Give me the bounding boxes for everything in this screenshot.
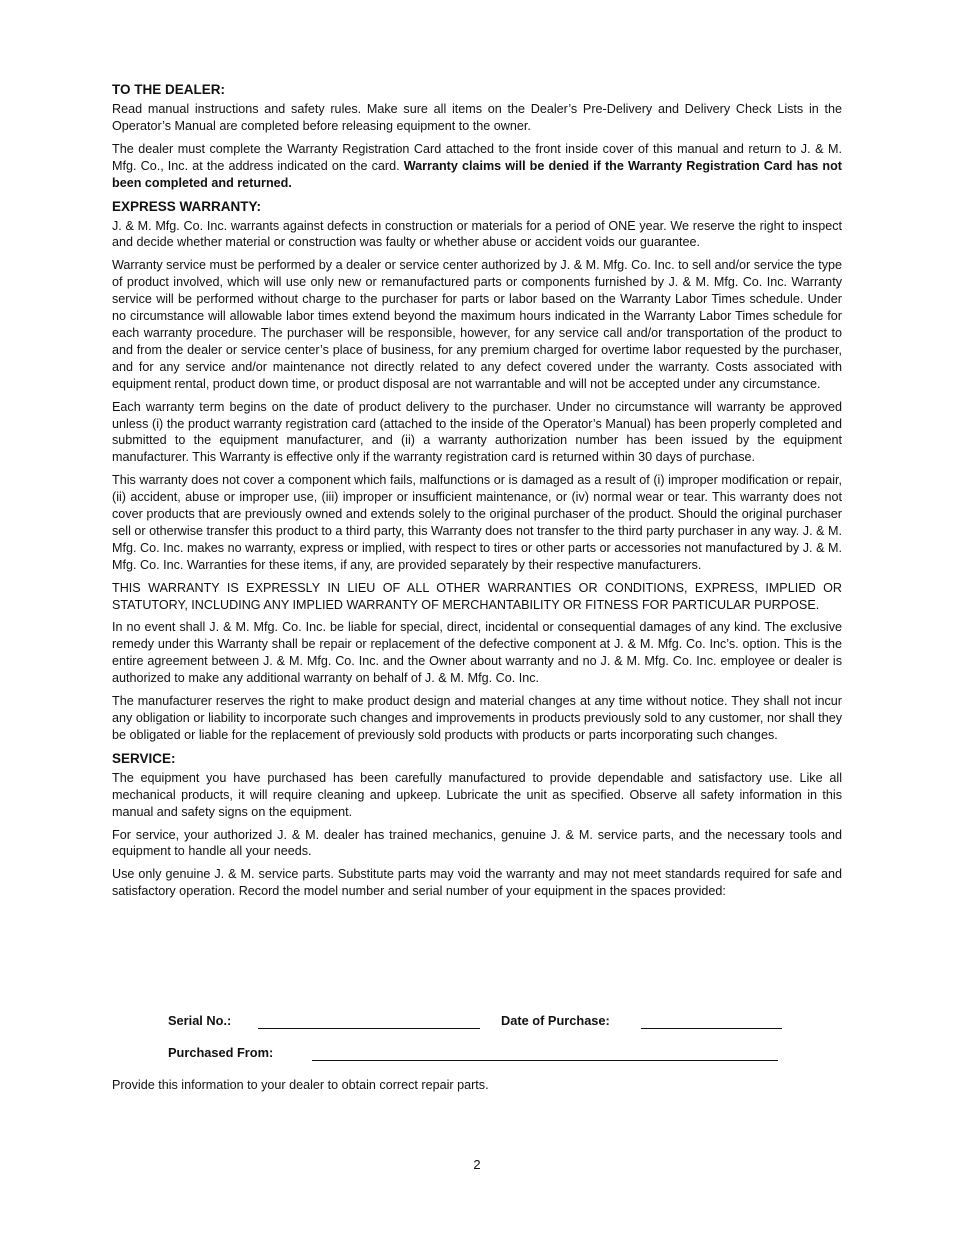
warranty-paragraph-5: THIS WARRANTY IS EXPRESSLY IN LIEU OF ALL OTHER WARRANTIES OR CONDITIONS, EXPRESS, IMPLIED OR STATUTORY, INCLUDING ANY IMPLIED WARRANTY OF MERCHANTABILITY OR FITNESS FOR PARTICULAR PURPOSE.: [112, 580, 842, 612]
dealer-paragraph-2-bold: Warranty claims will be denied if the Warranty Registration Card has not been completed and returned.: [112, 158, 842, 190]
dealer-paragraph-1: Read manual instructions and safety rules. Make sure all items on the Dealer’s Pre-Delivery and Delivery Check Lists in the Operator’s Manual are completed before releasing equipment to the owner.: [112, 102, 842, 133]
serial-field[interactable]: [258, 1028, 480, 1029]
date-of-purchase-label: Date of Purchase:: [501, 1013, 610, 1028]
purchased-from-field[interactable]: [312, 1060, 778, 1061]
dealer-paragraph-2: [112, 141, 842, 192]
warranty-heading: EXPRESS WARRANTY:: [112, 198, 262, 214]
warranty-section: [112, 198, 842, 744]
warranty-paragraph-2: Warranty service must be performed by a dealer or service center authorized by J. & M. Mfg. Co. Inc. to sell and/or service the type of product involved, which will use only new or remanufactured parts or components furnished by J. & M. Mfg. Co. Inc. Warranty service will be performed without charge to the purchaser for parts or labor based on the Warranty Labor Times schedule. Under no circumstance will allowable labor times extend beyond the maximum hours indicated in the Warranty Labor Times schedule for each warranty procedure. The purchaser will be responsible, however, for any service call and/or transportation of the product to and from the dealer or service center’s place of business, for any premium charged for overtime labor requested by the purchaser, and for any service and/or maintenance not directly related to any defect covered under the warranty. Costs associated with equipment rental, product down time, or product disposal are not warrantable and will not be accepted under any circumstance.: [112, 258, 842, 391]
warranty-paragraph-3: Each warranty term begins on the date of product delivery to the purchaser. Under no circumstance will warranty be approved unless (i) the product warranty registration card (attached to the inside of the Operator’s Manual) has been properly completed and submitted to the equipment manufacturer, and (ii) a warranty authorization number has been issued by the equipment manufacturer. This Warranty is effective only if the warranty registration card is returned within 30 days of purchase.: [112, 399, 842, 465]
warranty-paragraph-7: The manufacturer reserves the right to make product design and material changes at any time without notice. They shall not incur any obligation or liability to incorporate such changes and improvements in products previously sold to any customer, nor shall they be obligated or liable for the replacement of previously sold products with products or parts incorporating such changes.: [112, 694, 842, 742]
dealer-section: [112, 81, 842, 192]
footer-note: Provide this information to your dealer to obtain correct repair parts.: [112, 1078, 489, 1092]
page-number: 2: [473, 1157, 481, 1172]
warranty-paragraph-4: This warranty does not cover a component which fails, malfunctions or is damaged as a result of (i) improper modification or repair, (ii) accident, abuse or improper use, (iii) improper or insufficient maintenance, or (iv) normal wear or tear. This warranty does not cover products that are previously owned and extends solely to the original purchaser of the product. Should the original purchaser sell or otherwise transfer this product to a third party, this Warranty does not transfer to the third party purchaser in any way. J. & M. Mfg. Co. Inc. makes no warranty, express or implied, with respect to tires or other parts or accessories not manufactured by J. & M. Mfg. Co. Inc. Warranties for these items, if any, are provided separately by their respective manufacturers.: [112, 473, 842, 572]
service-section: [112, 750, 842, 900]
service-heading: SERVICE:: [112, 750, 176, 766]
service-paragraph-1: The equipment you have purchased has been carefully manufactured to provide dependable and satisfactory use. Like all mechanical products, it will require cleaning and upkeep. Lubricate the unit as specified. Observe all safety information in this manual and safety signs on the equipment.: [112, 770, 842, 819]
service-paragraph-3: Use only genuine J. & M. service parts. Substitute parts may void the warranty and may not meet standards required for safe and satisfactory operation. Record the model number and serial number of your equipment in the spaces provided:: [112, 867, 842, 899]
dealer-heading: TO THE DEALER:: [112, 82, 226, 97]
purchased-from-label: Purchased From:: [168, 1045, 274, 1060]
date-of-purchase-field[interactable]: [641, 1028, 782, 1029]
warranty-paragraph-6: In no event shall J. & M. Mfg. Co. Inc. be liable for special, direct, incidental or consequential damages of any kind. The exclusive remedy under this Warranty shall be repair or replacement of the defective component at J. & M. Mfg. Co. Inc’s. option. This is the entire agreement between J. & M. Mfg. Co. Inc. and the Owner about warranty and no J. & M. Mfg. Co. Inc. employee or dealer is authorized to make any additional warranty on behalf of J. & M. Mfg. Co. Inc.: [112, 620, 842, 686]
page-content: [112, 81, 842, 906]
serial-label: Serial No.:: [168, 1013, 232, 1028]
service-paragraph-2: For service, your authorized J. & M. dealer has trained mechanics, genuine J. & M. service parts, and the necessary tools and equipment to handle all your needs.: [112, 827, 842, 859]
warranty-paragraph-1: J. & M. Mfg. Co. Inc. warrants against defects in construction or materials for a period of ONE year. We reserve the right to inspect and decide whether material or construction was faulty or whether abuse or accident voids our guarantee.: [112, 218, 842, 250]
dealer-paragraph-2-text: The dealer must complete the Warranty Registration Card attached to the front inside cover of this manual and return to J. & M. Mfg. Co., Inc. at the address indicated on the card.: [112, 141, 842, 173]
